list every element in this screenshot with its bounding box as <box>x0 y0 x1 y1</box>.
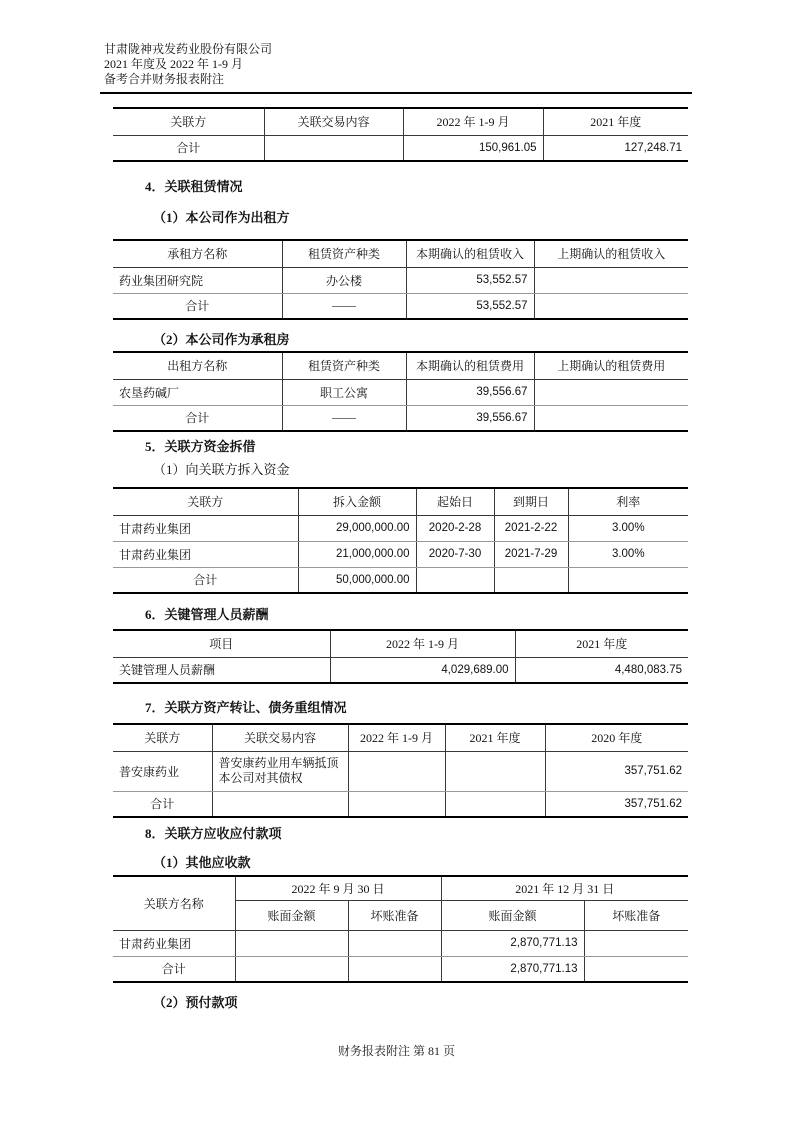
table-cell: 农垦药碱厂 <box>113 379 282 405</box>
table-cell: 甘肃药业集团 <box>113 541 298 567</box>
table-cell: 2020-2-28 <box>416 515 494 541</box>
table-cell <box>348 956 441 982</box>
column-header: 2020 年度 <box>545 724 688 751</box>
table-cell <box>534 267 688 293</box>
table-cell: 53,552.57 <box>406 293 534 319</box>
table-header-row <box>113 240 688 267</box>
table-cell: 357,751.62 <box>545 751 688 791</box>
table-header-row <box>113 352 688 379</box>
table-row <box>113 567 688 593</box>
table-cell: 3.00% <box>568 515 688 541</box>
column-group-header: 2021 年 12 月 31 日 <box>441 876 688 900</box>
table-header-row <box>113 724 688 751</box>
table-cell <box>568 567 688 593</box>
table-row <box>113 541 688 567</box>
table-cell <box>212 791 348 817</box>
table-cell <box>445 751 545 791</box>
column-header: 上期确认的租赁收入 <box>534 240 688 267</box>
column-header: 租赁资产种类 <box>282 352 406 379</box>
table-cell <box>445 791 545 817</box>
table-cell: 150,961.05 <box>403 135 543 161</box>
column-header: 承租方名称 <box>113 240 282 267</box>
table-row <box>113 515 688 541</box>
table-cell: 3.00% <box>568 541 688 567</box>
subsection-heading-4-1: （1）本公司作为出租方 <box>153 210 290 225</box>
table-cell: 甘肃药业集团 <box>113 515 298 541</box>
table-cell: 29,000,000.00 <box>298 515 416 541</box>
column-header: 坏账准备 <box>584 900 688 930</box>
column-header: 关联交易内容 <box>264 108 403 135</box>
table-cell <box>584 930 688 956</box>
column-header: 本期确认的租赁收入 <box>406 240 534 267</box>
table-cell <box>348 751 445 791</box>
table-cell: 合计 <box>113 567 298 593</box>
column-header: 关联方 <box>113 724 212 751</box>
report-period: 2021 年度及 2022 年 1-9 月 <box>104 57 243 71</box>
table-header-row <box>113 876 688 900</box>
lease-out-table <box>113 239 688 320</box>
table-cell: 53,552.57 <box>406 267 534 293</box>
section-heading-6: 6．关键管理人员薪酬 <box>145 607 269 622</box>
table-cell: 办公楼 <box>282 267 406 293</box>
column-header: 上期确认的租赁费用 <box>534 352 688 379</box>
table-cell <box>416 567 494 593</box>
table-cell <box>494 567 568 593</box>
table-cell: 21,000,000.00 <box>298 541 416 567</box>
table-cell: 357,751.62 <box>624 797 682 810</box>
column-header: 2021 年度 <box>515 630 688 657</box>
table-cell <box>534 405 688 431</box>
column-header: 项目 <box>113 630 330 657</box>
table-cell: 合计 <box>113 791 212 817</box>
table-row <box>113 930 688 956</box>
table-cell: 职工公寓 <box>282 379 406 405</box>
table-row <box>113 956 688 982</box>
page-footer: 财务报表附注 第 81 页 <box>337 1044 455 1058</box>
column-header: 关联方 <box>113 488 298 515</box>
column-header: 2022 年 1-9 月 <box>330 630 515 657</box>
subsection-heading-4-2: （2）本公司作为承租房 <box>153 332 290 347</box>
table-cell <box>534 379 688 405</box>
table-row <box>113 791 688 817</box>
column-header: 账面金额 <box>235 900 348 930</box>
column-header: 账面金额 <box>441 900 584 930</box>
header-rule <box>100 92 692 94</box>
table-header-row <box>113 630 688 657</box>
lease-in-table <box>113 351 688 432</box>
table-row <box>113 135 688 161</box>
table-cell: 2021-7-29 <box>494 541 568 567</box>
company-name: 甘肃陇神戎发药业股份有限公司 <box>104 42 273 56</box>
column-header: 利率 <box>568 488 688 515</box>
column-header: 关联交易内容 <box>212 724 348 751</box>
column-header: 关联方 <box>113 108 264 135</box>
column-header: 本期确认的租赁费用 <box>406 352 534 379</box>
column-header: 出租方名称 <box>113 352 282 379</box>
report-title: 备考合并财务报表附注 <box>104 72 225 86</box>
table-header-row <box>113 488 688 515</box>
section-heading-4: 4．关联租赁情况 <box>145 179 243 194</box>
table-row <box>113 379 688 405</box>
table-cell <box>235 930 348 956</box>
table-cell: 药业集团研究院 <box>113 267 282 293</box>
section-heading-8: 8．关联方应收应付款项 <box>145 826 282 841</box>
other-receivables-table <box>113 875 688 983</box>
table-cell: 甘肃药业集团 <box>113 930 235 956</box>
column-header: 关联方名称 <box>113 876 235 930</box>
column-header: 起始日 <box>416 488 494 515</box>
table-cell <box>348 930 441 956</box>
table-cell: 4,480,083.75 <box>614 663 682 676</box>
table-row <box>113 293 688 319</box>
subsection-heading-5-1: （1）向关联方拆入资金 <box>153 462 290 477</box>
borrowing-table <box>113 487 688 594</box>
table-cell: 2021-2-22 <box>494 515 568 541</box>
asset-transfer-table <box>113 723 688 818</box>
table-row <box>113 751 688 791</box>
table-cell: 普安康药业用车辆抵顶本公司对其债权 <box>212 751 348 791</box>
column-header: 拆入金额 <box>298 488 416 515</box>
table-cell <box>235 956 348 982</box>
table-cell <box>348 791 445 817</box>
table-cell: 合计 <box>113 135 264 161</box>
table-cell: 关键管理人员薪酬 <box>113 657 330 683</box>
column-header: 租赁资产种类 <box>282 240 406 267</box>
table-cell <box>584 956 688 982</box>
column-header: 2021 年度 <box>445 724 545 751</box>
table-cell: 39,556.67 <box>406 379 534 405</box>
table-row <box>113 267 688 293</box>
table-cell: 50,000,000.00 <box>298 567 416 593</box>
subsection-heading-8-2: （2）预付款项 <box>153 995 238 1010</box>
table-cell <box>534 293 688 319</box>
table-cell: —— <box>282 405 406 431</box>
column-header: 2021 年度 <box>543 108 688 135</box>
table-cell: 2,870,771.13 <box>441 930 584 956</box>
section-heading-5: 5．关联方资金拆借 <box>145 439 256 454</box>
table-cell: 2,870,771.13 <box>441 956 584 982</box>
table-cell <box>264 135 403 161</box>
table-cell: 127,248.71 <box>624 141 682 154</box>
table-cell: 合计 <box>113 956 235 982</box>
table-header-row <box>113 108 688 135</box>
section-heading-7: 7．关联方资产转让、债务重组情况 <box>145 700 347 715</box>
table-cell: 2020-7-30 <box>416 541 494 567</box>
column-group-header: 2022 年 9 月 30 日 <box>235 876 441 900</box>
key-management-table <box>113 629 688 684</box>
table-cell: 普安康药业 <box>113 751 212 791</box>
column-header: 2022 年 1-9 月 <box>348 724 445 751</box>
column-header: 2022 年 1-9 月 <box>403 108 543 135</box>
related-transactions-total-table <box>113 107 688 162</box>
subsection-heading-8-1: （1）其他应收款 <box>153 855 251 870</box>
table-cell: 4,029,689.00 <box>330 657 515 683</box>
document-header <box>104 42 272 87</box>
table-cell: 39,556.67 <box>406 405 534 431</box>
column-header: 到期日 <box>494 488 568 515</box>
table-cell: —— <box>282 293 406 319</box>
table-row <box>113 405 688 431</box>
column-header: 坏账准备 <box>348 900 441 930</box>
table-cell: 合计 <box>113 405 282 431</box>
table-row <box>113 657 688 683</box>
table-cell: 合计 <box>113 293 282 319</box>
